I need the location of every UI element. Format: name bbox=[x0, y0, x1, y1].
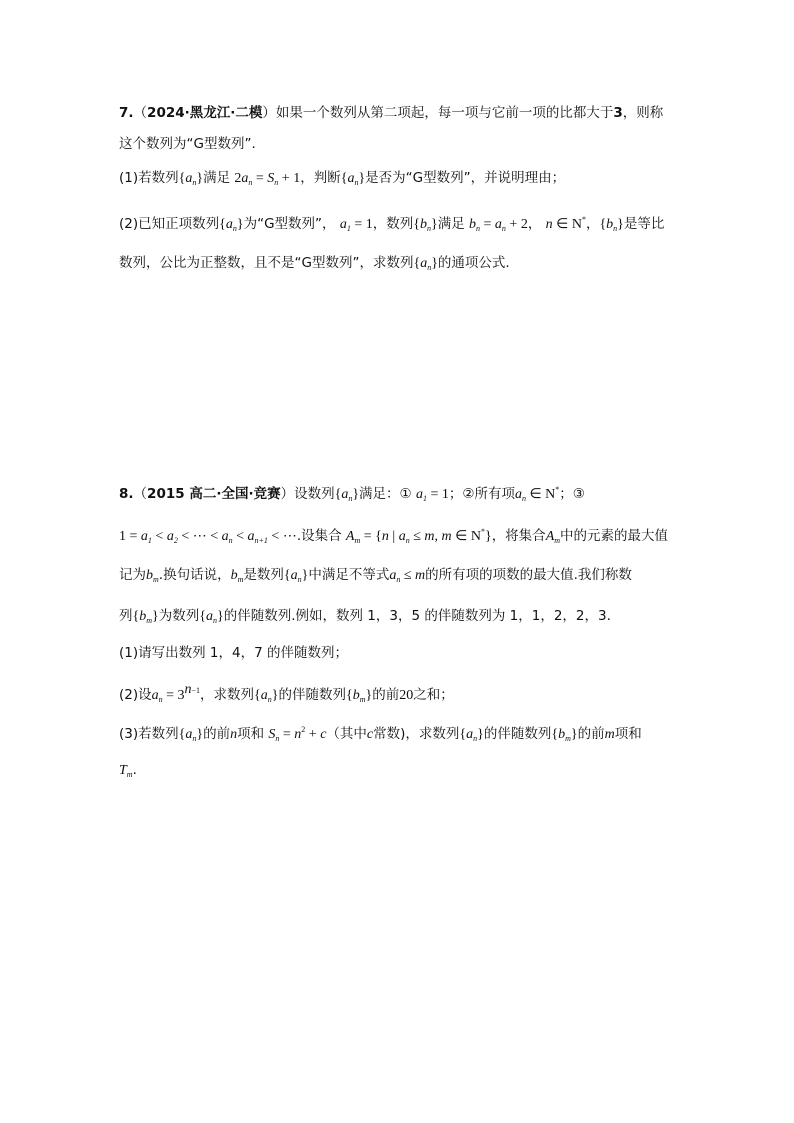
q8-stem-line3: 记为$b_m$.换句话说，$b_m$是数列$\{a_n\}$中满足不等式$a_n \le m$的所有项的项数的最大值.我们称数 bbox=[119, 567, 632, 584]
q7-stem-line1: 7.（2024·黑龙江·二模）如果一个数列从第二项起，每一项与它前一项的比都大于3，则称 bbox=[119, 105, 664, 121]
q7-part2-line1: (2)已知正项数列$\{a_n\}$为“G型数列”， $a_1 = 1$，数列$\{b_n\}$满足 $b_n = a_n + 2$， n ∈ N*，$\{b_n\}$是等比 bbox=[119, 215, 665, 233]
q8-number: 8 bbox=[119, 486, 129, 502]
q8-set-definition: $A_m = \{n$ | $a_n \le m$, m ∈ N*} bbox=[345, 527, 492, 545]
q8-part1: (1)请写出数列 1，4，7 的伴随数列； bbox=[119, 645, 348, 661]
q8-part3-line1: (3)若数列$\{a_n\}$的前n项和 $S_n = n^2 + c$（其中c常数)，求数列$\{a_n\}$的伴随数列$\{b_m\}$的前m项和 bbox=[119, 725, 642, 743]
q8-stem-line2: $1 = a_1 < a_2$ < ⋯ < $a_n < a_{n+1}$ < ⋯.设集合 $A_m = \{n$ | $a_n \le m$, m ∈ N*}，将集合$A_m$中的元素的最大值 bbox=[119, 527, 669, 545]
q7-source: 2024·黑龙江·二模 bbox=[147, 105, 263, 121]
q8-part3-line2: $T_m$. bbox=[119, 762, 137, 779]
q8-stem-line4: 列$\{b_m\}$为数列$\{a_n\}$的伴随数列.例如，数列 1，3，5 的伴随数列为 1，1，2，2，3. bbox=[119, 608, 611, 625]
q7-number: 7 bbox=[119, 105, 129, 121]
q7-part1-equation: $2a_n = S_n + 1$ bbox=[234, 171, 301, 187]
q7-stem-text: 如果一个数列从第二项起，每一项与它前一项的比都大于 bbox=[275, 105, 614, 121]
q7-stem-line2: 这个数列为“G型数列”. bbox=[119, 136, 256, 152]
q8-part2: (2)设$a_n = 3^{n-1}$，求数列$\{a_n\}$的伴随数列$\{b_m\}$的前20之和； bbox=[119, 682, 454, 704]
q7-part1: (1)若数列$\{a_n\}$满足 $2a_n = S_n + 1$，判断$\{a_n\}$是否为“G型数列”，并说明理由； bbox=[119, 170, 566, 187]
q8-stem-line1: 8.（2015 高二·全国·竞赛）设数列$\{a_n\}$满足：① $a_1 = 1$；②所有项$a_n$ ∈ N*；③ bbox=[119, 485, 585, 503]
q7-stem-number: 3 bbox=[613, 105, 623, 121]
q7-part2-line2: 数列，公比为正整数，且不是“G型数列”，求数列$\{a_n\}$的通项公式. bbox=[119, 255, 510, 272]
q8-source: 2015 高二·全国·竞赛 bbox=[147, 486, 281, 502]
